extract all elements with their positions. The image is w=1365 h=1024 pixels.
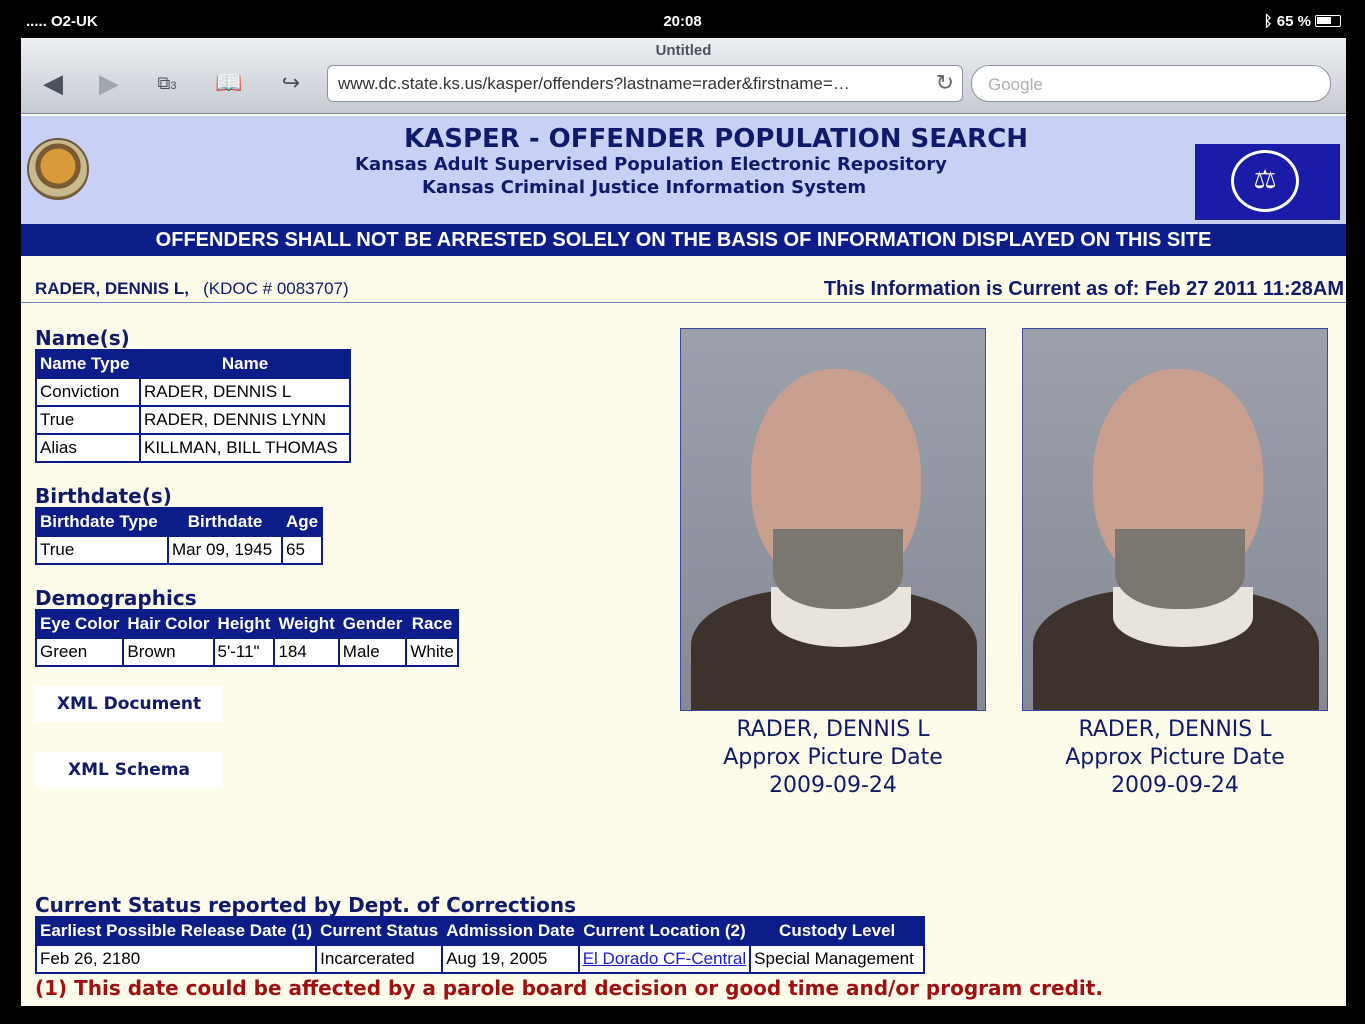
tabs-count: 3 [170, 80, 177, 92]
table-cell: Feb 26, 2180 [36, 945, 316, 973]
reload-icon[interactable]: ↻ [935, 70, 954, 95]
photo-name: RADER, DENNIS L [736, 717, 930, 742]
status-table [35, 916, 925, 974]
birthdates-table [35, 507, 323, 565]
tabs-icon[interactable]: ⧉3 [157, 73, 177, 93]
photo-date: 2009-09-24 [1111, 773, 1239, 798]
table-header: Current Status [316, 917, 442, 945]
table-cell: Mar 09, 1945 [168, 536, 282, 564]
battery-indicator [1264, 13, 1341, 30]
table-row [36, 536, 322, 564]
table-header: Current Location (2) [579, 917, 750, 945]
table-cell: Special Management [750, 945, 924, 973]
table-header: Height [214, 610, 275, 638]
back-arrow-icon[interactable]: ◀ [43, 68, 63, 98]
table-cell: RADER, DENNIS L [140, 378, 350, 406]
profile-photo [680, 328, 986, 711]
table-cell: True [36, 536, 168, 564]
table-header: Age [282, 508, 322, 536]
carrier-label: ..... O2-UK [26, 13, 98, 30]
table-row [36, 378, 350, 406]
table-header: Birthdate Type [36, 508, 168, 536]
names-table [35, 349, 351, 463]
table-header: Admission Date [442, 917, 578, 945]
bookmarks-icon[interactable]: 📖 [215, 70, 243, 95]
demographics-heading: Demographics [35, 586, 197, 610]
kdoc-number: (KDOC # 0083707) [203, 279, 349, 298]
table-row [36, 945, 924, 973]
xml-document-button[interactable]: XML Document [35, 686, 223, 722]
battery-icon [1315, 15, 1341, 27]
table-cell: 65 [282, 536, 322, 564]
site-header [21, 116, 1346, 224]
page-title: Untitled [655, 42, 712, 59]
table-header: Gender [339, 610, 407, 638]
warning-banner: OFFENDERS SHALL NOT BE ARRESTED SOLELY ON THE BASIS OF INFORMATION DISPLAYED ON THIS SITE [21, 224, 1346, 256]
browser-toolbar [21, 38, 1346, 114]
photo-date: 2009-09-24 [769, 773, 897, 798]
search-field[interactable]: Google [971, 65, 1331, 102]
table-header: Name [140, 350, 350, 378]
bluetooth-icon: ᛒ [1263, 13, 1273, 30]
site-subtitle-2: Kansas Criminal Justice Information System [422, 177, 867, 198]
demographics-table [35, 609, 459, 667]
table-header: Custody Level [750, 917, 924, 945]
table-cell: White [406, 638, 457, 666]
status-heading: Current Status reported by Dept. of Corrections [35, 893, 577, 917]
table-cell: Incarcerated [316, 945, 442, 973]
table-row [36, 406, 350, 434]
table-row [36, 638, 458, 666]
table-cell: Brown [123, 638, 213, 666]
names-heading: Name(s) [35, 326, 130, 350]
photo-date-label: Approx Picture Date [1065, 745, 1285, 770]
table-cell: RADER, DENNIS LYNN [140, 406, 350, 434]
table-header: Hair Color [123, 610, 213, 638]
table-cell: Male [339, 638, 407, 666]
table-header: Name Type [36, 350, 140, 378]
browser-screen [21, 38, 1346, 1006]
photo-caption [680, 716, 986, 800]
offender-name: RADER, DENNIS L, [35, 279, 189, 298]
table-cell: Aug 19, 2005 [442, 945, 578, 973]
table-header: Birthdate [168, 508, 282, 536]
table-header: Eye Color [36, 610, 123, 638]
table-header: Race [406, 610, 457, 638]
url-field[interactable] [327, 65, 963, 102]
xml-schema-button[interactable]: XML Schema [35, 752, 223, 788]
photo-date-label: Approx Picture Date [723, 745, 943, 770]
front-photo [1022, 328, 1328, 711]
table-header: Weight [274, 610, 338, 638]
photo-caption [1022, 716, 1328, 800]
table-cell: 5'-11" [214, 638, 275, 666]
location-link[interactable]: El Dorado CF-Central [582, 949, 747, 968]
table-cell: Green [36, 638, 123, 666]
offender-id-line [35, 279, 349, 299]
table-cell: Conviction [36, 378, 140, 406]
table-cell: KILLMAN, BILL THOMAS [140, 434, 350, 462]
site-subtitle-1: Kansas Adult Supervised Population Electronic Repository [355, 154, 947, 175]
location-cell [579, 945, 750, 973]
table-cell: Alias [36, 434, 140, 462]
birthdates-heading: Birthdate(s) [35, 484, 172, 508]
justice-seal-icon: ⚖ [1195, 144, 1340, 220]
url-text: www.dc.state.ks.us/kasper/offenders?lastname=rader&firstname=… [338, 74, 850, 93]
site-title: KASPER - OFFENDER POPULATION SEARCH [403, 124, 1029, 154]
battery-percent: 65 % [1276, 13, 1311, 30]
ios-status-bar [0, 0, 1365, 38]
clock: 20:08 [663, 13, 702, 30]
table-cell: 184 [274, 638, 338, 666]
footnote: (1) This date could be affected by a parole board decision or good time and/or program credit. [35, 976, 1103, 1000]
current-as-of: This Information is Current as of: Feb 27 2011 11:28AM [823, 278, 1344, 300]
share-icon[interactable]: ↪ [281, 70, 301, 95]
table-cell: True [36, 406, 140, 434]
table-row [36, 434, 350, 462]
divider [21, 302, 1346, 303]
photo-name: RADER, DENNIS L [1078, 717, 1272, 742]
table-header: Earliest Possible Release Date (1) [36, 917, 316, 945]
forward-arrow-icon[interactable]: ▶ [99, 68, 119, 98]
